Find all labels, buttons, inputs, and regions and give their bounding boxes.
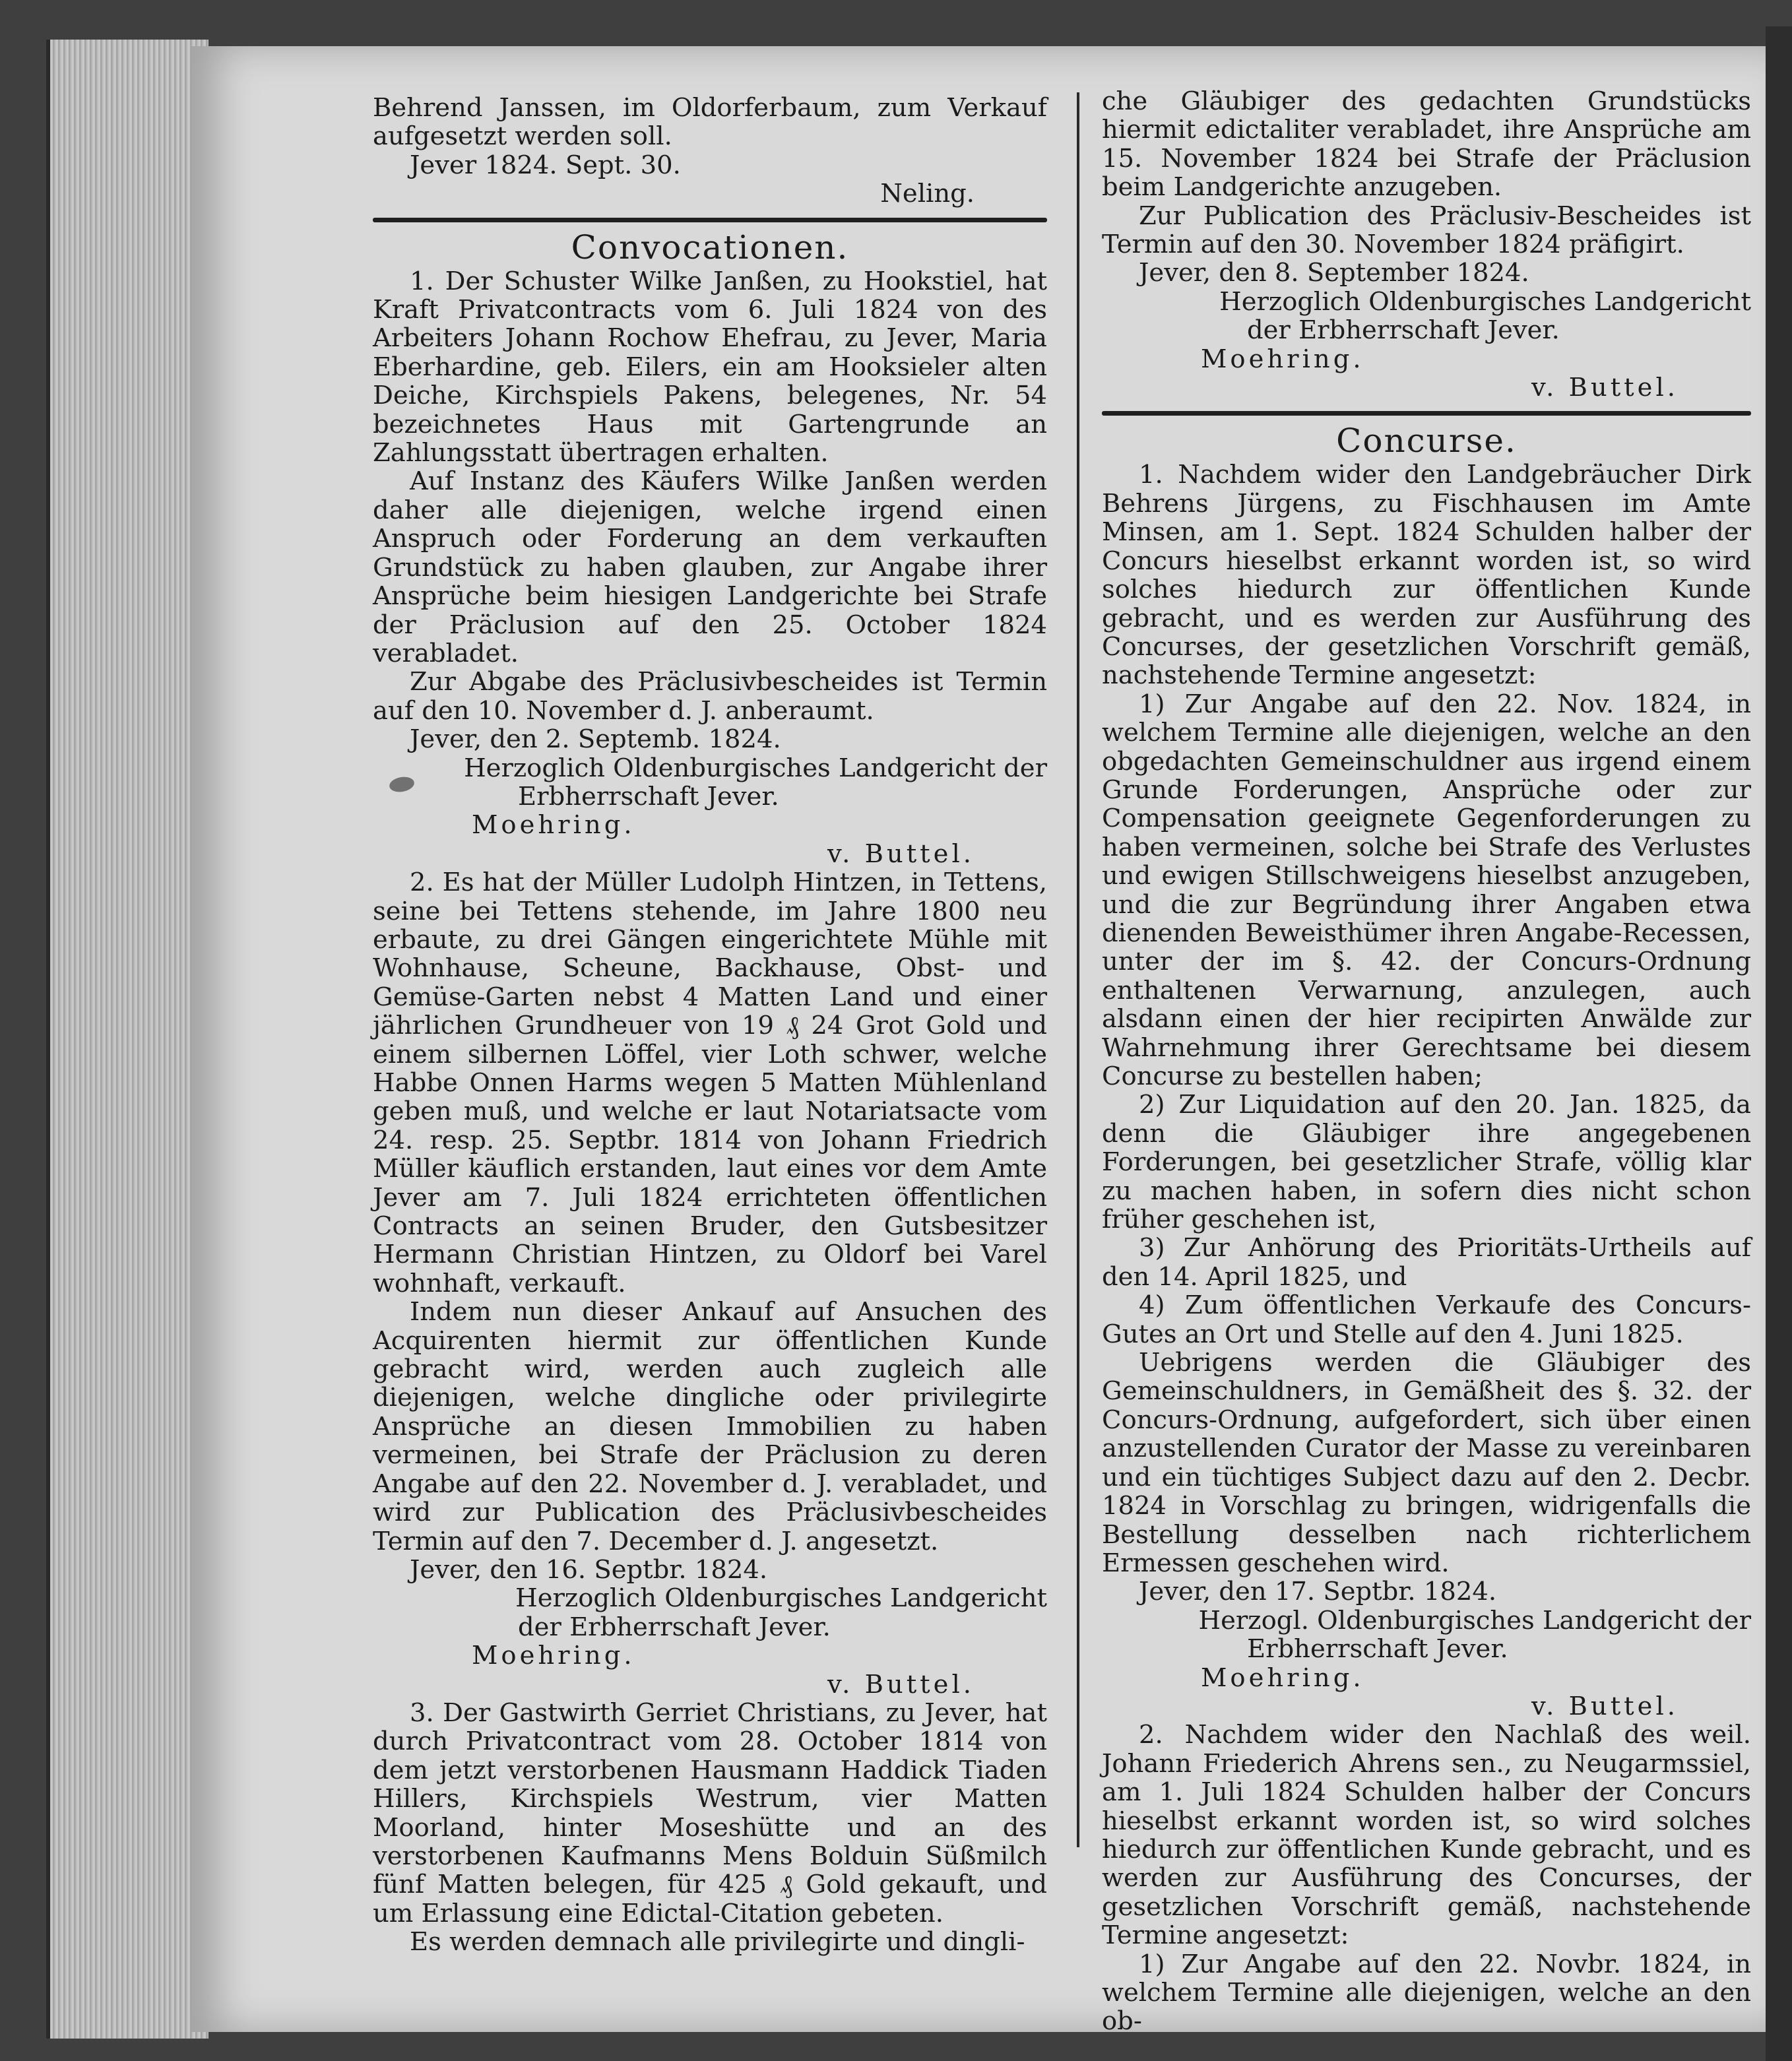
text-paragraph: 1) Zur Angabe auf den 22. Nov. 1824, in welchem Termine alle diejenigen, welche an den obgedachten Gemeinschuldner aus irgend einem Grunde Forderungen, Ansprüche oder zur Compensation geeignete Gegenforderungen zu haben vermeinen, solche bei Strafe des Verlustes und ewigen Stillschweigens hieselbst anzugeben, und die zur Begründung ihrer Angaben etwa dienenden Beweisthümer ihren Angabe-Recessen, unter der im §. 42. der Concurs-Ordnung enthaltenen Verwarnung, anzulegen, auch alsdann einen der hier recipirten Anwälde zur Wahrnehmung ihrer Gerechtsame bei diesem Concurse zu bestellen haben; [1102, 689, 1751, 1091]
text-paragraph: Jever 1824. Sept. 30. [410, 150, 681, 180]
text-paragraph: Jever, den 8. September 1824. [1139, 258, 1529, 288]
text-paragraph: Erbherrschaft Jever. [518, 781, 779, 811]
text-paragraph: Es werden demnach alle privilegirte und dingli- [410, 1927, 1025, 1957]
text-paragraph: 4) Zum öffentlichen Verkaufe des Concurs-Gutes an Ort und Stelle auf den 4. Juni 1825. [1102, 1290, 1751, 1349]
text-paragraph: 3) Zur Anhörung des Prioritäts-Urtheils auf den 14. April 1825, und [1102, 1233, 1751, 1292]
text-paragraph: 1) Zur Angabe auf den 22. Novbr. 1824, in welchem Termine alle diejenigen, welche an den ob- [1102, 1949, 1751, 2037]
text-paragraph: Zur Abgabe des Präclusivbescheides ist Termin auf den 10. November d. J. anberaumt. [373, 667, 1047, 726]
text-paragraph: Moehring. [472, 1641, 635, 1671]
text-paragraph: Herzoglich Oldenburgisches Landgericht [1219, 286, 1751, 317]
text-paragraph: Herzoglich Oldenburgisches Landgericht der [464, 753, 1047, 783]
text-paragraph: Uebrigens werden die Gläubiger des Gemeinschuldners, in Gemäßheit des §. 32. der Concurs-Ordnung, aufgefordert, sich über einen anzustellenden Curator der Masse zu vereinbaren und ein tüchtiges Subject dazu auf den 2. Decbr. 1824 in Vorschlag zu bringen, widrigenfalls die Bestellung desselben nach richterlichem Ermessen geschehen wird. [1102, 1348, 1751, 1578]
page-edge-shadow [1766, 26, 1792, 2061]
text-paragraph: 2. Nachdem wider den Nachlaß des weil. Johann Friederich Ahrens sen., zu Neugarmssiel, am 1. Juli 1824 Schulden halber der Concurs hieselbst erkannt worden ist, so wird solches hiedurch zur öffentlichen Kunde gebracht, und es werden zur Ausführung des Concurses, der gesetzlichen Vorschrift gemäß, nachstehende Termine angesetzt: [1102, 1720, 1751, 1951]
text-paragraph: v. Buttel. [1531, 1691, 1679, 1721]
text-paragraph: 1. Der Schuster Wilke Janßen, zu Hookstiel, hat Kraft Privatcontracts vom 6. Juli 1824 von des Arbeiters Johann Rochow Ehefrau, zu Jever, Maria Eberhardine, geb. Eilers, ein am Hooksieler alten Deiche, Kirchspiels Pakens, belegenes, Nr. 54 bezeichnetes Haus mit Gartengrunde an Zahlungsstatt übertragen erhalten. [373, 266, 1047, 468]
section-heading: Convocationen. [571, 228, 849, 267]
text-paragraph: Behrend Janssen, im Oldorferbaum, zum Verkauf aufgesetzt werden soll. [373, 93, 1047, 152]
text-paragraph: der Erbherrschaft Jever. [1247, 315, 1560, 346]
section-rule [1102, 411, 1751, 416]
text-paragraph: che Gläubiger des gedachten Grundstücks hiermit edictaliter verabladet, ihre Ansprüche am 15. November 1824 bei Strafe der Präclusion beim Landgerichte anzugeben. [1102, 86, 1751, 203]
text-paragraph: v. Buttel. [1531, 373, 1679, 403]
text-paragraph: 2) Zur Liquidation auf den 20. Jan. 1825, da denn die Gläubiger ihre angegebenen Forderungen, bei gesetzlicher Strafe, völlig klar zu machen haben, in sofern dies nicht schon früher geschehen ist, [1102, 1090, 1751, 1235]
text-paragraph: der Erbherrschaft Jever. [518, 1612, 831, 1642]
section-heading: Concurse. [1336, 422, 1517, 460]
text-paragraph: 1. Nachdem wider den Landgebräucher Dirk Behrens Jürgens, zu Fischhausen im Amte Minsen, am 1. Sept. 1824 Schulden halber der Concurs hieselbst erkannt worden ist, so wird solches hiedurch zur öffentlichen Kunde gebracht, und es werden zur Ausführung des Concurses, der gesetzlichen Vorschrift gemäß, nachstehende Termine angesetzt: [1102, 460, 1751, 691]
text-paragraph: 2. Es hat der Müller Ludolph Hintzen, in Tettens, seine bei Tettens stehende, im Jahre 1800 neu erbaute, zu drei Gängen eingerichtete Mühle mit Wohnhause, Scheune, Backhause, Obst- und Gemüse-Garten nebst 4 Matten Land und einer jährlichen Grundheuer von 19 ₰ 24 Grot Gold und einem silbernen Löffel, vier Loth schwer, welche Habbe Onnen Harms wegen 5 Matten Mühlenland geben muß, und welche er laut Notariatsacte vom 24. resp. 25. Septbr. 1814 von Johann Friedrich Müller käuflich erstanden, laut eines vor dem Amte Jever am 7. Juli 1824 errichteten öffentlichen Contracts an seinen Bruder, den Gutsbesitzer Hermann Christian Hintzen, zu Oldorf bei Varel wohnhaft, verkauft. [373, 868, 1047, 1298]
text-paragraph: Auf Instanz des Käufers Wilke Janßen werden daher alle diejenigen, welche irgend einen Anspruch oder Forderung an dem verkauften Grundstück zu haben glauben, zur Angabe ihrer Ansprüche beim hiesigen Landgerichte bei Strafe der Präclusion auf den 25. October 1824 verabladet. [373, 466, 1047, 668]
column-divider [1077, 92, 1079, 1847]
section-rule [373, 218, 1047, 222]
text-paragraph: Moehring. [472, 810, 635, 840]
text-paragraph: Herzoglich Oldenburgisches Landgericht [515, 1583, 1047, 1614]
text-paragraph: Indem nun dieser Ankauf auf Ansuchen des Acquirenten hiermit zur öffentlichen Kunde gebracht wird, werden auch zugleich alle diejenigen, welche dingliche oder privilegirte Ansprüche an diesen Immobilien zu haben vermeinen, bei Strafe der Präclusion zu deren Angabe auf den 22. November d. J. verabladet, und wird zur Publication des Präclusivbescheides Termin auf den 7. December d. J. angesetzt. [373, 1297, 1047, 1556]
text-paragraph: Jever, den 16. Septbr. 1824. [410, 1554, 768, 1585]
text-paragraph: Moehring. [1201, 1663, 1364, 1693]
left-column [373, 94, 1047, 1957]
text-paragraph: Herzogl. Oldenburgisches Landgericht der [1198, 1605, 1751, 1635]
text-paragraph: Erbherrschaft Jever. [1247, 1634, 1508, 1665]
text-paragraph: Zur Publication des Präclusiv-Bescheides ist Termin auf den 30. November 1824 präfigirt. [1102, 201, 1751, 260]
book-page-edges [46, 40, 208, 2039]
text-paragraph: Neling. [880, 179, 975, 209]
text-paragraph: 3. Der Gastwirth Gerriet Christians, zu Jever, hat durch Privatcontract vom 28. October 1814 von dem jetzt verstorbenen Hausmann Haddick Tiaden Hillers, Kirchspiels Westrum, vier Matten Moorland, hinter Moseshütte und an des verstorbenen Kaufmanns Mens Bolduin Süßmilch fünf Matten belegen, für 425 ₰ Gold gekauft, und um Erlassung eine Edictal-Citation gebeten. [373, 1697, 1047, 1928]
text-paragraph: v. Buttel. [827, 839, 975, 869]
text-paragraph: Jever, den 17. Septbr. 1824. [1139, 1577, 1497, 1607]
text-paragraph: v. Buttel. [827, 1669, 975, 1699]
text-paragraph: Moehring. [1201, 344, 1364, 374]
right-column [1102, 87, 1751, 2036]
text-paragraph: Jever, den 2. Septemb. 1824. [410, 724, 781, 755]
